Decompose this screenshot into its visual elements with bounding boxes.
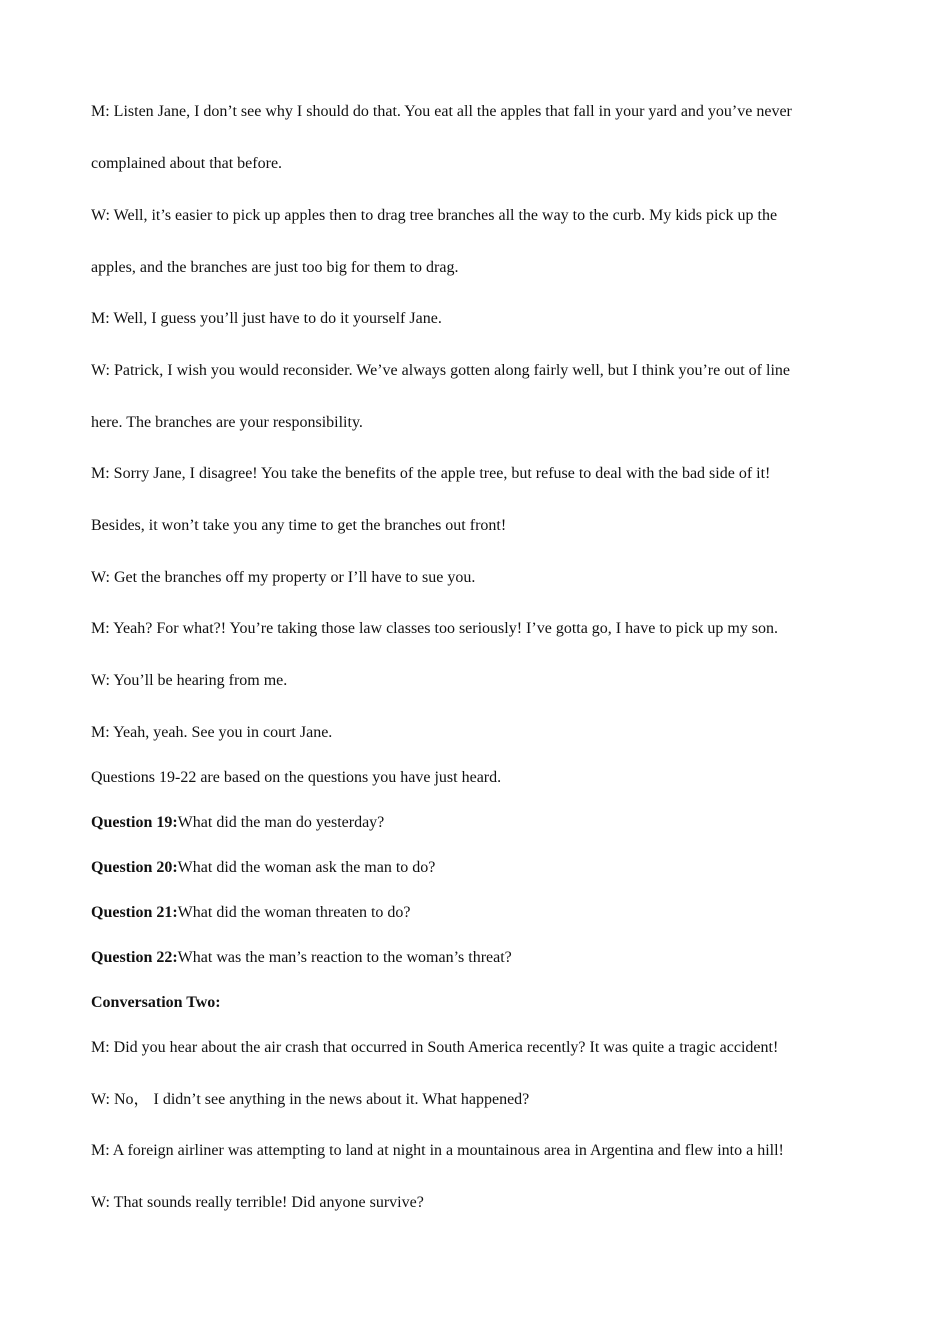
dialogue-text: W: Patrick, I wish you would reconsider. We’ve always gotten along fairly well, but I think you’re out of line [91,362,790,379]
dialogue-text: M: Yeah? For what?! You’re taking those law classes too seriously! I’ve gotta go, I have to pick up my son. [91,620,778,637]
dialogue-line [91,154,282,174]
conversation-two-heading: Conversation Two: [91,994,221,1011]
dialogue-line [91,671,287,691]
question-label: Question 20: [91,859,178,876]
dialogue-line [91,723,332,743]
dialogue-text: Besides, it won’t take you any time to get the branches out front! [91,517,507,534]
questions-intro-text: Questions 19-22 are based on the questions you have just heard. [91,769,502,786]
dialogue-text: W: No， I didn’t see anything in the news about it. What happened? [91,1091,530,1108]
dialogue-line [91,619,778,639]
dialogue-line [91,1141,784,1161]
dialogue-text: M: A foreign airliner was attempting to land at night in a mountainous area in Argentina and flew into a hill! [91,1142,784,1159]
dialogue-text: M: Yeah, yeah. See you in court Jane. [91,724,333,741]
dialogue-line [91,516,506,536]
dialogue-text: complained about that before. [91,155,283,172]
dialogue-line [91,1038,778,1058]
dialogue-text: W: Get the branches off my property or I’ll have to sue you. [91,569,476,586]
questions-intro [91,768,501,788]
question-item [91,858,435,878]
dialogue-line [91,464,770,484]
question-item [91,813,384,833]
dialogue-line [91,206,777,226]
dialogue-text: M: Well, I guess you’ll just have to do it yourself Jane. [91,310,442,327]
question-item [91,903,410,923]
dialogue-line [91,102,792,122]
question-label: Question 21: [91,904,178,921]
question-label: Question 22: [91,949,178,966]
dialogue-line [91,258,458,278]
question-item [91,948,512,968]
dialogue-text: W: Well, it’s easier to pick up apples then to drag tree branches all the way to the curb. My kids pick up the [91,207,778,224]
dialogue-text: W: That sounds really terrible! Did anyone survive? [91,1194,424,1211]
dialogue-line [91,1193,424,1213]
question-text: What did the man do yesterday? [177,814,385,831]
dialogue-text: M: Did you hear about the air crash that occurred in South America recently? It was quite a tragic accident! [91,1039,779,1056]
dialogue-line [91,309,442,329]
dialogue-text: here. The branches are your responsibility. [91,414,363,431]
question-text: What was the man’s reaction to the woman’s threat? [177,949,512,966]
dialogue-line [91,1090,529,1110]
dialogue-line [91,361,790,381]
question-label: Question 19: [91,814,178,831]
question-text: What did the woman ask the man to do? [177,859,436,876]
dialogue-text: M: Sorry Jane, I disagree! You take the benefits of the apple tree, but refuse to deal with the bad side of it! [91,465,771,482]
section-heading [91,993,221,1013]
question-text: What did the woman threaten to do? [177,904,411,921]
dialogue-text: M: Listen Jane, I don’t see why I should do that. You eat all the apples that fall in your yard and you’ve never [91,103,792,120]
dialogue-text: apples, and the branches are just too big for them to drag. [91,259,459,276]
dialogue-line [91,413,363,433]
dialogue-line [91,568,475,588]
dialogue-text: W: You’ll be hearing from me. [91,672,288,689]
